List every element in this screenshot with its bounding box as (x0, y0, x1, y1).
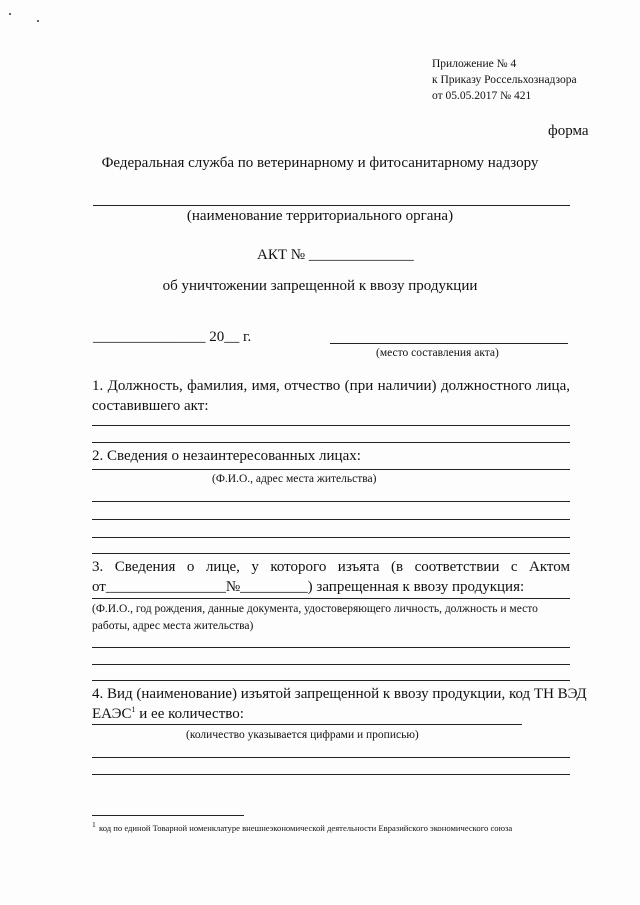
appendix-number: Приложение № 4 (432, 58, 517, 70)
footnote-marker: 1 (92, 820, 96, 829)
section1-line2: составившего акт: (92, 398, 209, 414)
order-date: от 05.05.2017 № 421 (432, 90, 532, 102)
act-date: _______________ 20__ г. (93, 329, 252, 345)
fill-line (92, 553, 570, 554)
section4-eaeu: ЕАЭС (92, 706, 132, 722)
fill-line (92, 724, 522, 725)
fill-line (92, 537, 570, 538)
fill-line (92, 757, 570, 758)
fill-line (92, 519, 570, 520)
section4-line2 (92, 704, 244, 724)
section4-line1: 4. Вид (наименование) изъятой запрещенной к ввозу продукции, код ТН ВЭД (92, 686, 587, 702)
fill-line (92, 425, 570, 426)
fill-line (92, 774, 570, 775)
section4-quantity-label: и ее количество: (135, 706, 244, 722)
fill-line (92, 664, 570, 665)
section2-heading: 2. Сведения о незаинтересованных лицах: (92, 448, 361, 464)
fill-line (92, 598, 570, 599)
agency-name: Федеральная служба по ветеринарному и фитосанитарному надзору (101, 155, 539, 171)
section1-line1: 1. Должность, фамилия, имя, отчество (при наличии) должностного лица, (92, 378, 570, 394)
footnote-reference: 1 (131, 705, 136, 714)
fill-line (92, 469, 570, 470)
scan-speck (9, 13, 11, 15)
place-caption: (место составления акта) (376, 347, 499, 359)
order-reference: к Приказу Россельхознадзора (432, 74, 577, 86)
act-subject: об уничтожении запрещенной к ввозу продукции (162, 278, 478, 294)
section3-caption-2: работы, адрес места жительства) (92, 620, 254, 632)
footnote-separator (92, 815, 244, 816)
section2-caption: (Ф.И.О., адрес места жительства) (212, 473, 377, 485)
fill-line (92, 680, 570, 681)
section3-caption-1: (Ф.И.О., год рождения, данные документа, удостоверяющего личность, должность и место (92, 603, 538, 615)
footnote-text: код по единой Товарной номенклатуре внешнеэкономической деятельности Евразийского экономического союза (99, 823, 513, 833)
territorial-body-caption: (наименование территориального органа) (186, 208, 454, 224)
section3-line1: 3. Сведения о лице, у которого изъята (в соответствии с Актом (92, 559, 570, 575)
section4-caption: (количество указывается цифрами и прописью) (186, 729, 419, 741)
form-label: форма (548, 123, 589, 139)
section3-line2: от________________№_________) запрещенная к ввозу продукция: (92, 579, 525, 595)
fill-line (92, 442, 570, 443)
scan-speck (37, 20, 39, 22)
fill-line (92, 647, 570, 648)
place-line (330, 343, 568, 344)
fill-line (92, 501, 570, 502)
act-number: АКТ № ______________ (257, 247, 414, 263)
